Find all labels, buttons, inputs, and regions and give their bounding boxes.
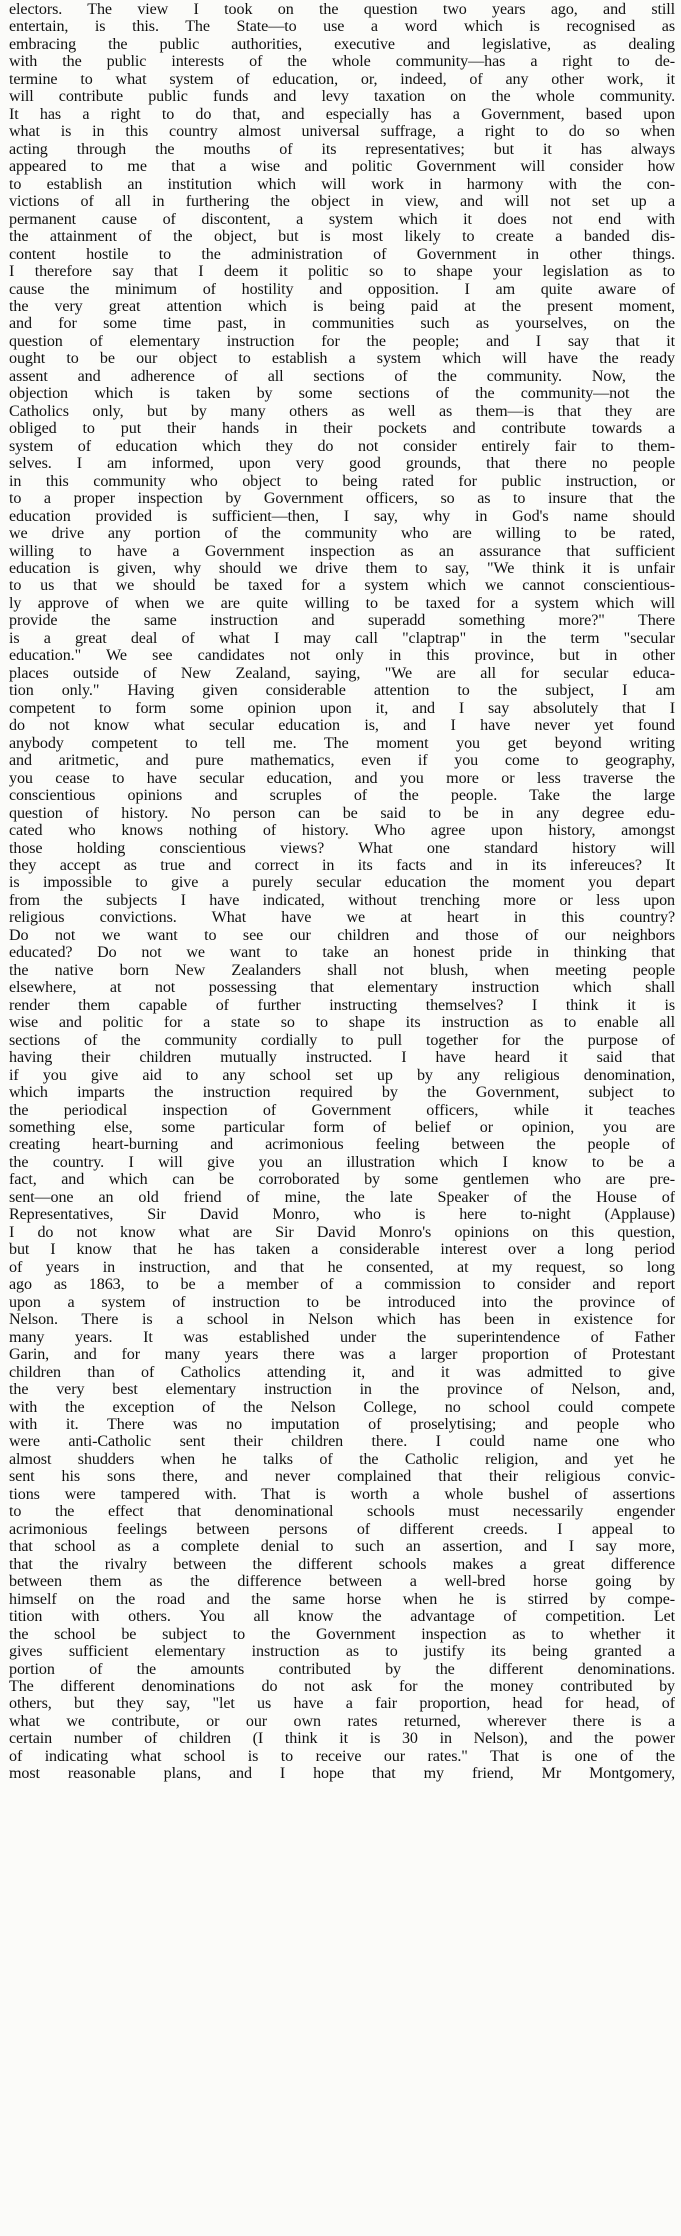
text-line: himself on the road and the same horse when he is stirred by compe- bbox=[9, 1590, 675, 1608]
text-line: upon a system of instruction to be introduced into the province of bbox=[9, 1293, 675, 1311]
text-line: the school be subject to the Government inspection as to whether it bbox=[9, 1625, 675, 1643]
text-line: ly approve of when we are quite willing to be taxed for a system which will bbox=[9, 594, 675, 612]
text-line: that school as a complete denial to such an assertion, and I say more, bbox=[9, 1538, 675, 1556]
text-line: education provided is sufficient—then, I say, why in God's name should bbox=[9, 507, 675, 525]
text-line: if you give aid to any school set up by any religious denomination, bbox=[9, 1066, 675, 1084]
text-line: competent to form some opinion upon it, and I say absolutely that I bbox=[9, 699, 675, 717]
text-line: It has a right to do that, and especially has a Government, based upon bbox=[9, 105, 675, 123]
text-line: assent and adherence of all sections of the community. Now, the bbox=[9, 367, 675, 385]
text-line: the country. I will give you an illustration which I know to be a bbox=[9, 1153, 675, 1171]
text-line: fact, and which can be corroborated by some gentlemen who are pre- bbox=[9, 1171, 675, 1189]
text-line: with the public interests of the whole community—has a right to de- bbox=[9, 53, 675, 71]
text-line: they accept as true and correct in its facts and in its infereuces? It bbox=[9, 856, 675, 874]
text-line: educated? Do not we want to take an honest pride in thinking that bbox=[9, 944, 675, 962]
text-line: acting through the mouths of its representatives; but it has always bbox=[9, 140, 675, 158]
text-line: embracing the public authorities, executive and legislative, as dealing bbox=[9, 35, 675, 53]
text-line: which imparts the instruction required by the Government, subject to bbox=[9, 1084, 675, 1102]
text-line: tion only." Having given considerable attention to the subject, I am bbox=[9, 682, 675, 700]
text-line: Catholics only, but by many others as well as them—is that they are bbox=[9, 402, 675, 420]
text-line: between them as the difference between a well-bred horse going by bbox=[9, 1573, 675, 1591]
text-line: is a great deal of what I may call "claptrap" in the term "secular bbox=[9, 629, 675, 647]
text-line: portion of the amounts contributed by the different denominations. bbox=[9, 1660, 675, 1678]
text-line: children than of Catholics attending it, and it was admitted to give bbox=[9, 1363, 675, 1381]
text-line: and aritmetic, and pure mathematics, even if you come to geography, bbox=[9, 752, 675, 770]
text-line: to establish an institution which will work in harmony with the con- bbox=[9, 175, 675, 193]
text-line: the attainment of the object, but is most likely to create a banded dis- bbox=[9, 228, 675, 246]
text-line: to a proper inspection by Government officers, so as to insure that the bbox=[9, 490, 675, 508]
text-line: with the exception of the Nelson College, no school could compete bbox=[9, 1398, 675, 1416]
text-line: tition with others. You all know the advantage of competition. Let bbox=[9, 1608, 675, 1626]
text-line: places outside of New Zealand, saying, "We are all for secular educa- bbox=[9, 664, 675, 682]
text-line: gives sufficient elementary instruction as to justify its being granted a bbox=[9, 1643, 675, 1661]
text-line: victions of all in furthering the object in view, and will not set up a bbox=[9, 193, 675, 211]
text-line: cause the minimum of hostility and opposition. I am quite aware of bbox=[9, 280, 675, 298]
text-line: wise and politic for a state so to shape its instruction as to enable all bbox=[9, 1014, 675, 1032]
text-line: Representatives, Sir David Monro, who is here to-night (Applause) bbox=[9, 1206, 675, 1224]
text-line: sent—one an old friend of mine, the late Speaker of the House of bbox=[9, 1188, 675, 1206]
text-line: do not know what secular education is, and I have never yet found bbox=[9, 717, 675, 735]
text-line: I therefore say that I deem it politic so to shape your legislation as to bbox=[9, 263, 675, 281]
text-line: ought to be our object to establish a system which will have the ready bbox=[9, 350, 675, 368]
text-line: is impossible to give a purely secular education the moment you depart bbox=[9, 874, 675, 892]
text-line: the periodical inspection of Government officers, while it teaches bbox=[9, 1101, 675, 1119]
text-line: cated who knows nothing of history. Who agree upon history, amongst bbox=[9, 822, 675, 840]
text-line: ago as 1863, to be a member of a commission to consider and report bbox=[9, 1276, 675, 1294]
text-line: what we contribute, or our own rates returned, wherever there is a bbox=[9, 1712, 675, 1730]
text-line: what is in this country almost universal suffrage, a right to do so when bbox=[9, 123, 675, 141]
text-line: Do not we want to see our children and those of our neighbors bbox=[9, 926, 675, 944]
text-line: that the rivalry between the different schools makes a great difference bbox=[9, 1555, 675, 1573]
text-line: and for some time past, in communities such as yourselves, on the bbox=[9, 315, 675, 333]
text-line: the native born New Zealanders shall not blush, when meeting people bbox=[9, 961, 675, 979]
text-line: with it. There was no imputation of proselytising; and people who bbox=[9, 1415, 675, 1433]
text-line: of indicating what school is to receive our rates." That is one of the bbox=[9, 1747, 675, 1765]
text-line: certain number of children (I think it is 30 in Nelson), and the power bbox=[9, 1730, 675, 1748]
text-line: of years in instruction, and that he consented, at my request, so long bbox=[9, 1258, 675, 1276]
text-line: system of education which they do not consider entirely fair to them- bbox=[9, 437, 675, 455]
text-line: anybody competent to tell me. The moment you get beyond writing bbox=[9, 734, 675, 752]
text-line: acrimonious feelings between persons of different creeds. I appeal to bbox=[9, 1520, 675, 1538]
text-line: permanent cause of discontent, a system which it does not end with bbox=[9, 210, 675, 228]
text-line: content hostile to the administration of Government in other things. bbox=[9, 245, 675, 263]
text-line: sections of the community cordially to pull together for the purpose of bbox=[9, 1031, 675, 1049]
text-line: appeared to me that a wise and politic Government will consider how bbox=[9, 158, 675, 176]
text-line: we drive any portion of the community who are willing to be rated, bbox=[9, 525, 675, 543]
text-line: elsewhere, at not possessing that elementary instruction which shall bbox=[9, 979, 675, 997]
text-line: objection which is taken by some sections of the community—not the bbox=[9, 385, 675, 403]
text-line: question of history. No person can be said to be in any degree edu- bbox=[9, 804, 675, 822]
text-line: others, but they say, "let us have a fair proportion, head for head, of bbox=[9, 1695, 675, 1713]
text-line: education is given, why should we drive them to say, "We think it is unfair bbox=[9, 560, 675, 577]
text-line: were anti-Catholic sent their children there. I could name one who bbox=[9, 1433, 675, 1451]
text-line: conscientious opinions and scruples of the people. Take the large bbox=[9, 787, 675, 805]
text-line: obliged to put their hands in their pockets and contribute towards a bbox=[9, 420, 675, 438]
text-line: sent his sons there, and never complained that their religious convic- bbox=[9, 1468, 675, 1486]
text-line: the very best elementary instruction in the province of Nelson, and, bbox=[9, 1381, 675, 1399]
text-line: education." We see candidates not only in this province, but in other bbox=[9, 647, 675, 665]
article-text bbox=[9, 1, 675, 1783]
text-line: termine to what system of education, or, indeed, of any other work, it bbox=[9, 70, 675, 88]
text-line: you cease to have secular education, and you more or less traverse the bbox=[9, 769, 675, 787]
text-line: something else, some particular form of belief or opinion, you are bbox=[9, 1119, 675, 1136]
text-line: from the subjects I have indicated, without trenching more or less upon bbox=[9, 891, 675, 909]
text-line: tions were tampered with. That is worth a whole bushel of assertions bbox=[9, 1485, 675, 1503]
text-line: creating heart-burning and acrimonious feeling between the people of bbox=[9, 1136, 675, 1154]
text-line: provide the same instruction and superadd something more?" There bbox=[9, 612, 675, 630]
text-line: The different denominations do not ask for the money contributed by bbox=[9, 1678, 675, 1695]
text-line: Nelson. There is a school in Nelson which has been in existence for bbox=[9, 1311, 675, 1329]
text-line: many years. It was established under the superintendence of Father bbox=[9, 1328, 675, 1346]
text-line: to us that we should be taxed for a system which we cannot conscientious- bbox=[9, 577, 675, 595]
text-line: render them capable of further instructing themselves? I think it is bbox=[9, 996, 675, 1014]
text-line: to the effect that denominational schools must necessarily engender bbox=[9, 1503, 675, 1521]
text-line: having their children mutually instructed. I have heard it said that bbox=[9, 1049, 675, 1067]
text-line: but I know that he has taken a considerable interest over a long period bbox=[9, 1241, 675, 1259]
text-line: most reasonable plans, and I hope that my friend, Mr Montgomery, bbox=[9, 1765, 675, 1783]
text-line: Garin, and for many years there was a larger proportion of Protestant bbox=[9, 1346, 675, 1364]
text-line: those holding conscientious views? What one standard history will bbox=[9, 839, 675, 857]
text-line: selves. I am informed, upon very good grounds, that there no people bbox=[9, 455, 675, 473]
text-line: in this community who object to being rated for public instruction, or bbox=[9, 472, 675, 490]
text-line: I do not know what are Sir David Monro's opinions on this question, bbox=[9, 1223, 675, 1241]
text-line: entertain, is this. The State—to use a word which is recognised as bbox=[9, 18, 675, 36]
text-line: will contribute public funds and levy taxation on the whole community. bbox=[9, 88, 675, 106]
text-line: willing to have a Government inspection as an assurance that sufficient bbox=[9, 542, 675, 560]
text-line: almost shudders when he talks of the Catholic religion, and yet he bbox=[9, 1450, 675, 1468]
text-line: electors. The view I took on the question two years ago, and still bbox=[9, 1, 675, 18]
text-line: the very great attention which is being paid at the present moment, bbox=[9, 297, 675, 315]
text-line: religious convictions. What have we at heart in this country? bbox=[9, 909, 675, 927]
text-line: question of elementary instruction for the people; and I say that it bbox=[9, 332, 675, 350]
